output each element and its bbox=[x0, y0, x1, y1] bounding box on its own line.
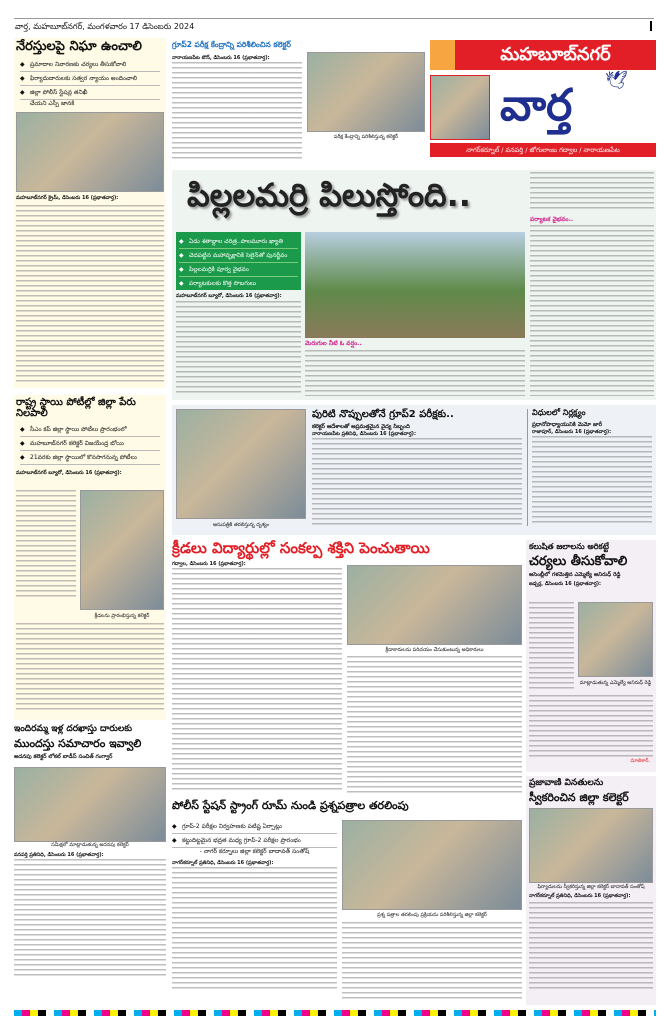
story-negligence bbox=[527, 409, 652, 526]
headline: గ్రూప్2 పరీక్ష కేంద్రాన్ని పరిశీలించిన కలెక్టర్ bbox=[172, 40, 291, 49]
feature-headline: పిల్లలమర్రి పిలుస్తోంది.. bbox=[187, 176, 471, 214]
story-photo bbox=[347, 565, 522, 645]
bullet: ◆ గ్రూప్-2 పరీక్షల నిర్వహణకు పటిష్ట ఏర్పాట్లు bbox=[172, 820, 337, 834]
story-photo bbox=[529, 808, 653, 883]
story-contaminated-water bbox=[526, 540, 656, 772]
feature-pillalamarri bbox=[172, 170, 656, 400]
subhead: అదనపు కలెక్టర్ లోకల్ బాడీస్ సంచిత్ గంగ్వార్ bbox=[14, 753, 113, 760]
photo-caption: క్రీడాకారులను పరిచయం చేసుకుంటున్న అధికారులు bbox=[385, 647, 484, 653]
body-text bbox=[347, 656, 522, 793]
story-photo bbox=[16, 112, 164, 192]
feature-subhead: పర్యాటక వైభవం.. bbox=[530, 216, 574, 223]
story-group2-inspection bbox=[172, 40, 427, 168]
story-sports-district bbox=[14, 395, 166, 720]
page-marker bbox=[650, 21, 652, 31]
headline: నేరస్తులపై నిఘా ఉంచాలి bbox=[16, 39, 142, 54]
body-text bbox=[529, 695, 653, 757]
subhead: ప్రధానోపాధ్యాయునికి మెమో జారీ bbox=[532, 421, 603, 428]
headline: స్వీకరించిన జిల్లా కలెక్టర్ bbox=[529, 790, 629, 804]
bullet: ◆ పర్యాటకులకు కొత్త సొబగులు bbox=[179, 277, 298, 290]
story-strong-room bbox=[172, 800, 522, 1005]
story-photo bbox=[307, 52, 425, 132]
story-labour-exam bbox=[312, 409, 522, 528]
photo-caption: క్రీడలను ప్రారంభిస్తున్న కలెక్టర్ bbox=[94, 613, 150, 619]
bullet: ◆ చెదపట్టిన మహావృక్షానికి సెలైన్‌తో పునర్జీవం bbox=[179, 249, 298, 263]
mla-photo bbox=[578, 602, 653, 677]
headline: ఇందిరమ్మ ఇళ్ల దరఖాస్తు దారులకు bbox=[14, 724, 133, 734]
masthead bbox=[430, 40, 656, 168]
headline-kicker bbox=[14, 395, 166, 421]
body-text bbox=[305, 350, 525, 396]
story-prajavani bbox=[526, 776, 656, 1005]
headline: కలుషిత జలాలను అరికట్టే bbox=[529, 542, 609, 551]
photo-caption: సమీక్షలో మాట్లాడుతున్న అదనపు కలెక్టర్ bbox=[51, 841, 129, 848]
body-text bbox=[530, 225, 654, 396]
body-text bbox=[529, 602, 574, 692]
body-text bbox=[14, 859, 166, 979]
dateline: గద్వాల, డిసెంబరు 16 (ప్రభాతవార్త): bbox=[172, 560, 246, 567]
photo-caption: ఆసుపత్రికి తరలిస్తున్న దృశ్యం bbox=[212, 522, 270, 528]
headline: పోలీస్ స్టేషన్ స్ట్రాంగ్ రూమ్ నుండి ప్రశ్నపత్రాల తరలింపు bbox=[172, 799, 409, 812]
bullet: ◆ పిల్లలమర్రికి పూర్వ వైభవం bbox=[179, 263, 298, 277]
headline: విధులలో నిర్లక్ష్యం bbox=[532, 408, 586, 417]
feature-bullet-box bbox=[176, 232, 301, 290]
body-text bbox=[16, 205, 164, 385]
bullet: ◆ మహబూబ్‌నగర్ కలెక్టర్ విజయేంద్ర బోయి bbox=[20, 437, 160, 451]
photo-caption: పరీక్ష కేంద్రాన్ని పరిశీలిస్తున్న కలెక్టర్ bbox=[333, 134, 399, 140]
story-photo bbox=[14, 767, 166, 842]
story-crime bbox=[14, 38, 166, 388]
body-text bbox=[342, 922, 522, 1002]
dateline: మహబూబ్‌నగర్ బ్యూరో, డిసెంబరు 16 (ప్రభాతవార్త): bbox=[16, 470, 122, 476]
signoff: మాజీశార్. bbox=[630, 758, 650, 764]
body-text bbox=[16, 490, 76, 600]
subhead: కలెక్టర్ ఆదేశాలతో అప్రమత్తమైన వైద్య సిబ్బంది bbox=[312, 424, 410, 430]
body-text bbox=[172, 867, 337, 992]
bullet: చేయని ఎస్పీ జానకి bbox=[30, 100, 75, 108]
body-text bbox=[176, 301, 301, 396]
bullet: ◆ కట్టుదిట్టమైన భద్రత మధ్య గ్రూప్-2 పరీక్షల ప్రారంభం bbox=[172, 834, 337, 848]
color-registration-bar bbox=[14, 1010, 656, 1016]
headline: చర్యలు తీసుకోవాలి bbox=[529, 553, 628, 569]
dateline: నారాయణపేట టౌన్, డిసెంబరు 16 (ప్రభాతవార్త): bbox=[172, 55, 270, 61]
body-text bbox=[312, 438, 522, 528]
bullet: ◆ ఫిర్యాదుదారులకు సత్వర న్యాయం అందించాలి bbox=[20, 72, 160, 86]
page-dateline: వార్త, మహబూబ్‌నగర్, మంగళవారం 17 డిసెంబరు 2024 bbox=[15, 22, 195, 31]
photo-caption: మెరుగుల నీటి ఓ వర్షం.. bbox=[305, 340, 362, 347]
subhead: అసెంబ్లీలో గళమెత్తిన ఎమ్మెల్యే అనిరుధ్ రెడ్డి bbox=[529, 572, 621, 579]
headline: ప్రజావాణి వినతులను bbox=[529, 778, 604, 788]
dateline: నాగర్‌కర్నూల్ ప్రతినిధి, డిసెంబరు 16 (ప్రభాతవార్త): bbox=[172, 860, 274, 866]
masthead-accent bbox=[430, 40, 455, 70]
dateline: మహబూబ్‌నగర్ బ్యూరో, డిసెంబరు 16 (ప్రభాతవార్త): bbox=[176, 293, 282, 299]
dam-photo bbox=[430, 75, 490, 140]
bullet: ◆ ప్రమాదాల నివారణకు చర్యలు తీసుకోవాలి bbox=[20, 58, 160, 72]
body-text bbox=[172, 62, 302, 162]
headline: రాష్ట్ర స్థాయి పోటీల్లో జిల్లా పేరు నిలపాలి bbox=[16, 397, 136, 419]
bullet: ◆ జిల్లా పోలీస్ స్టేషన్ల తనిఖీ bbox=[20, 86, 160, 100]
body-text bbox=[16, 623, 164, 713]
bullet: ◆ సీఎం కప్ జిల్లా స్థాయి పోటీలు ప్రారంభంలో bbox=[20, 423, 160, 437]
masthead-districts: నాగర్‌కర్నూల్ / వనపర్తి / జోగులాంబ గద్వాల / నారాయణపేట bbox=[430, 143, 656, 157]
dateline: రాజాపూర్, డిసెంబరు 16 (ప్రభాతవార్త): bbox=[532, 428, 612, 435]
headline: క్రీడలు విద్యార్థుల్లో సంకల్ప శక్తిని పెంచుతాయి bbox=[172, 539, 430, 557]
body-text bbox=[530, 172, 654, 212]
body-text bbox=[532, 436, 652, 526]
bullet: ◆ ఏడు శతాబ్దాల చరిత్ర..పాలమూరు ఖ్యాతి bbox=[179, 235, 298, 249]
feature-photo bbox=[305, 232, 525, 338]
headline: పురిటి నొప్పులతోనే గ్రూప్2 పరీక్షకు.. bbox=[312, 409, 454, 420]
dateline: జడ్చర్ల, డిసెంబరు 16 (ప్రభాతవార్త): bbox=[529, 581, 602, 588]
story-row-group2 bbox=[172, 405, 656, 535]
story-photo bbox=[342, 820, 522, 910]
dateline: వనపర్తి ప్రతినిధి, డిసెంబరు 16 (ప్రభాతవార్త): bbox=[14, 851, 104, 858]
story-photo bbox=[176, 409, 306, 519]
story-sports-willpower bbox=[172, 540, 522, 795]
photo-caption: ప్రశ్న పత్రాల తరలింపు ప్రక్రియను పరిశీలిస్తున్న జిల్లా కలెక్టర్ bbox=[377, 912, 487, 918]
story-indiramma bbox=[14, 725, 166, 1005]
bullet: - నాగర్ కర్నూలు జిల్లా కలెక్టర్ బాదావత్ సంతోష్ bbox=[199, 848, 310, 855]
story-photo bbox=[80, 490, 164, 610]
dove-icon: 🕊 bbox=[605, 70, 628, 91]
dateline: మహబూబ్‌నగర్ క్రైమ్, డిసెంబరు 16 (ప్రభాతవార్త): bbox=[16, 195, 119, 202]
headline: ముందస్తు సమాచారం ఇవ్వాలి bbox=[14, 736, 142, 750]
dateline: నాగర్‌కర్నూల్ ప్రతినిధి, డిసెంబరు 16 (ప్రభాతవార్త): bbox=[529, 892, 631, 899]
dateline: నారాయణపేట ప్రతినిధి, డిసెంబరు 16 (ప్రభాతవార్త): bbox=[312, 431, 416, 437]
top-rule bbox=[14, 18, 654, 19]
photo-caption: మాట్లాడుతున్న ఎమ్మెల్యే అనిరుధ్ రెడ్డి bbox=[579, 680, 652, 686]
body-text bbox=[172, 568, 342, 793]
photo-caption: ఫిర్యాదులను స్వీకరిస్తున్న జిల్లా కలెక్టర్ బాదావత్ సంతోష్ bbox=[537, 883, 645, 890]
masthead-city: మహబూబ్‌నగర్ bbox=[455, 40, 656, 70]
bullet: ◆ 21వరకు జిల్లా స్థాయిలో కొనసాగనున్న పోటీలు bbox=[20, 451, 160, 465]
body-text bbox=[529, 902, 653, 992]
masthead-logo: వార్త bbox=[500, 80, 573, 131]
